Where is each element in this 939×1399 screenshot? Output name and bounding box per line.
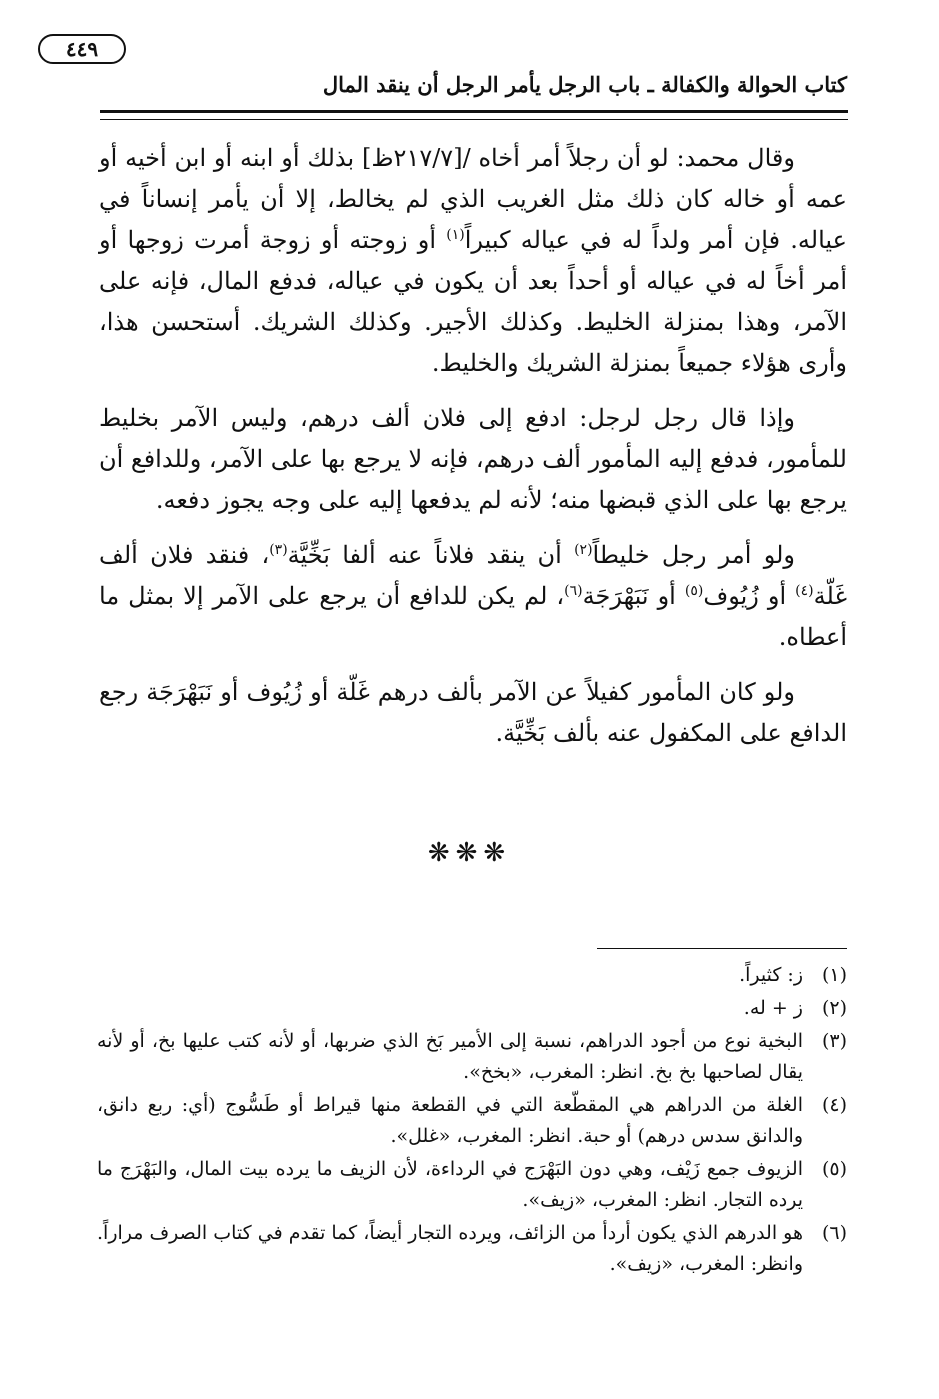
footnote-text: الغلة من الدراهم هي المقطّعة التي في القطعة منها قيراط أو طَسُّوج (أي: ربع دانق، والدانق سدس درهم) أو حبة. انظر: المغرب، «غلل». xyxy=(97,1094,803,1147)
footnote-text: ز + له. xyxy=(743,997,803,1019)
footnote-number: (٣) xyxy=(821,1030,847,1052)
paragraph-1 xyxy=(99,138,847,384)
footnote-item xyxy=(97,1218,847,1280)
header-rule xyxy=(100,110,848,113)
section-separator: ❋❋❋ xyxy=(427,838,512,868)
paragraph-3-text-e: أو نَبَهْرَجَة xyxy=(582,582,685,610)
paragraph-1-text-b: أو زوجته أو زوجة أمرت زوجها أو أمر أخاً له في عياله أو أحداً بعد أن يكون في عياله، فدفع المال، فإنه على الآمر، وهذا بمنزلة الخليط. وكذلك الأجير. وكذلك الشريك. أستحسن هذا، وأرى هؤلاء جميعاً بمنزلة الشريك والخليط. xyxy=(99,226,847,377)
page-number: ٤٤٩ xyxy=(38,34,126,64)
paragraph-3 xyxy=(99,535,847,658)
footnote-text: الزيوف جمع زَيْف، وهي دون البَهْرَج في الرداءة، لأن الزيف ما يرده بيت المال، والبَهْرَج ما يرده التجار. انظر: المغرب، «زيف». xyxy=(97,1158,803,1211)
footnote-number: (٤) xyxy=(821,1094,847,1116)
header-rule-thin xyxy=(100,119,848,120)
footnote-number: (١) xyxy=(821,964,847,986)
paragraph-3-text-a: ولو أمر رجل خليطاً xyxy=(592,541,795,569)
footnote-item xyxy=(97,1090,847,1152)
footnote-ref-2: (٢) xyxy=(574,542,593,558)
footnote-number: (٢) xyxy=(821,997,847,1019)
footnote-ref-3: (٣) xyxy=(269,542,288,558)
footnote-rule xyxy=(597,948,847,949)
footnote-ref-1: (١) xyxy=(446,227,465,243)
paragraph-2: وإذا قال رجل لرجل: ادفع إلى فلان ألف درهم، وليس الآمر بخليط للمأمور، فدفع إليه المأمور ألف درهم، فإنه لا يرجع بها على الآمر، وللدافع أن يرجع بها على الذي قبضها منه؛ لأنه لم يدفعها إليه على وجه يجوز دفعه. xyxy=(99,404,847,514)
footnote-item xyxy=(97,1026,847,1088)
footnote-text: البخية نوع من أجود الدراهم، نسبة إلى الأمير بَخ الذي ضربها، أو لأنه كتب عليها بخ، أو لأنه يقال لصاحبها بخ بخ. انظر: المغرب، «بخخ». xyxy=(97,1030,803,1083)
paragraph-3-text-c: ، فنقد فلان ألف غَلّة xyxy=(99,541,847,610)
footnote-text: ز: كثيراً. xyxy=(739,964,803,986)
footnote-item xyxy=(97,960,847,991)
header-title: كتاب الحوالة والكفالة ـ باب الرجل يأمر الرجل أن ينقد المال xyxy=(322,72,847,97)
footnote-text: هو الدرهم الذي يكون أردأ من الزائف، ويرده التجار أيضاً، كما تقدم في كتاب الصرف مراراً. وانظر: المغرب، «زيف». xyxy=(97,1222,803,1275)
paragraph-3-text-b: أن ينقد فلاناً عنه ألفا بَخِّيَّة xyxy=(287,541,575,569)
footnote-item xyxy=(97,1154,847,1216)
running-header xyxy=(87,62,847,102)
main-text xyxy=(99,138,847,768)
footnote-ref-6: (٦) xyxy=(564,583,583,599)
footnote-number: (٦) xyxy=(821,1222,847,1244)
footnote-ref-4: (٤) xyxy=(795,583,814,599)
footnote-item xyxy=(97,993,847,1024)
footnote-number: (٥) xyxy=(821,1158,847,1180)
footnotes xyxy=(97,960,847,1282)
paragraph-1-text-a: وقال محمد: لو أن رجلاً أمر أخاه /[٢١٧/٧ظ] بذلك أو ابنه أو ابن أخيه أو عمه أو خاله كان ذلك مثل الغريب الذي لم يخالط، إلا أن يأمر إنساناً في عياله. فإن أمر ولداً له في عياله كبيراً xyxy=(99,144,847,254)
paragraph-3-text-d: أو زُيُوف xyxy=(703,582,796,610)
paragraph-4: ولو كان المأمور كفيلاً عن الآمر بألف درهم غَلّة أو زُيُوف أو نَبَهْرَجَة رجع الدافع على المكفول عنه بألف بَخِّيَّة. xyxy=(99,678,847,747)
paragraph-3-text-f: ، لم يكن للدافع أن يرجع على الآمر إلا بمثل ما أعطاه. xyxy=(99,582,847,651)
footnote-ref-5: (٥) xyxy=(684,583,704,599)
